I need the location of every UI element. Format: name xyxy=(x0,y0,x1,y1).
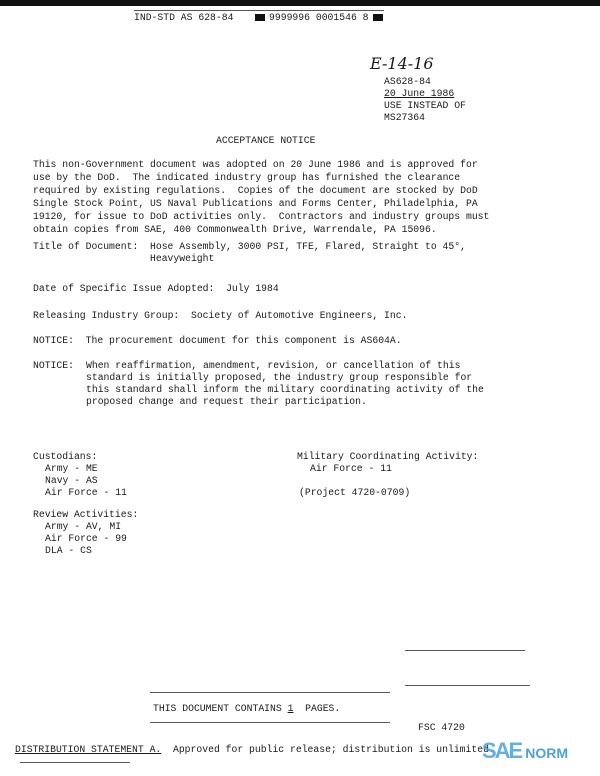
issue-date: Date of Specific Issue Adopted: July 1984 xyxy=(33,283,279,294)
paragraph-line: obtain copies from SAE, 400 Commonwealth Drive, Warrendale, PA 15096. xyxy=(33,224,437,235)
barcode-mark xyxy=(373,14,383,21)
distribution-statement: DISTRIBUTION STATEMENT A. Approved for public release; distribution is unlimited. xyxy=(15,744,495,755)
supersede-label: USE INSTEAD OF xyxy=(384,100,466,111)
review-activity: DLA - CS xyxy=(45,545,92,556)
notice-line: standard is initially proposed, the industry group responsible for xyxy=(86,372,473,383)
paragraph-line: Single Stock Point, US Naval Publications and Forms Center, Philadelphia, PA xyxy=(33,198,478,209)
title-label: Title of Document: xyxy=(33,241,139,252)
notice-line: When reaffirmation, amendment, revision, or cancellation of this xyxy=(86,360,461,371)
paragraph-line: required by existing regulations. Copies of the document are stocked by DoD xyxy=(33,185,478,196)
review-activity: Air Force - 99 xyxy=(45,533,127,544)
page-title: ACCEPTANCE NOTICE xyxy=(216,135,316,146)
military-activity: Air Force - 11 xyxy=(310,463,392,474)
custodian: Air Force - 11 xyxy=(45,487,127,498)
header-line xyxy=(134,12,387,24)
notice-line: proposed change and request their participation. xyxy=(86,396,367,407)
review-activity: Army - AV, MI xyxy=(45,521,122,532)
project-number: (Project 4720-0709) xyxy=(299,487,411,498)
review-label: Review Activities: xyxy=(33,509,139,520)
custodian: Army - ME xyxy=(45,463,98,474)
military-label: Military Coordinating Activity: xyxy=(297,451,479,462)
notice-procurement: NOTICE: The procurement document for this component is AS604A. xyxy=(33,335,402,346)
paragraph-line: 19120, for issue to DoD activities only. Contractors and industry groups must xyxy=(33,211,490,222)
notice-line: this standard shall inform the military coordinating activity of the xyxy=(86,384,484,395)
notice-label: NOTICE: xyxy=(33,360,74,371)
page-count-line: THIS DOCUMENT CONTAINS 1 PAGES. xyxy=(153,703,341,714)
title-value: Heavyweight xyxy=(150,253,215,264)
title-value: Hose Assembly, 3000 PSI, TFE, Flared, Straight to 45°, xyxy=(150,241,466,252)
superseded-doc: MS27364 xyxy=(384,112,425,123)
custodian: Navy - AS xyxy=(45,475,98,486)
barcode-number: 9999996 0001546 8 xyxy=(269,12,369,23)
paragraph-line: use by the DoD. The indicated industry group has furnished the clearance xyxy=(33,172,461,183)
fsc-code: FSC 4720 xyxy=(418,722,465,733)
scan-border xyxy=(0,0,600,6)
handwritten-code: E-14-16 xyxy=(370,54,434,73)
page-count: 1 xyxy=(287,703,294,714)
paragraph-line: This non-Government document was adopted on 20 June 1986 and is approved for xyxy=(33,159,478,170)
barcode-mark xyxy=(255,14,265,21)
sae-norm-watermark-logo: SAE NORM xyxy=(482,738,569,763)
standard-id: IND-STD AS 628-84 xyxy=(134,12,234,23)
custodians-label: Custodians: xyxy=(33,451,98,462)
releasing-group: Releasing Industry Group: Society of Automotive Engineers, Inc. xyxy=(33,310,408,321)
doc-number: AS628-84 xyxy=(384,76,431,87)
doc-date: 20 June 1986 xyxy=(384,88,455,99)
